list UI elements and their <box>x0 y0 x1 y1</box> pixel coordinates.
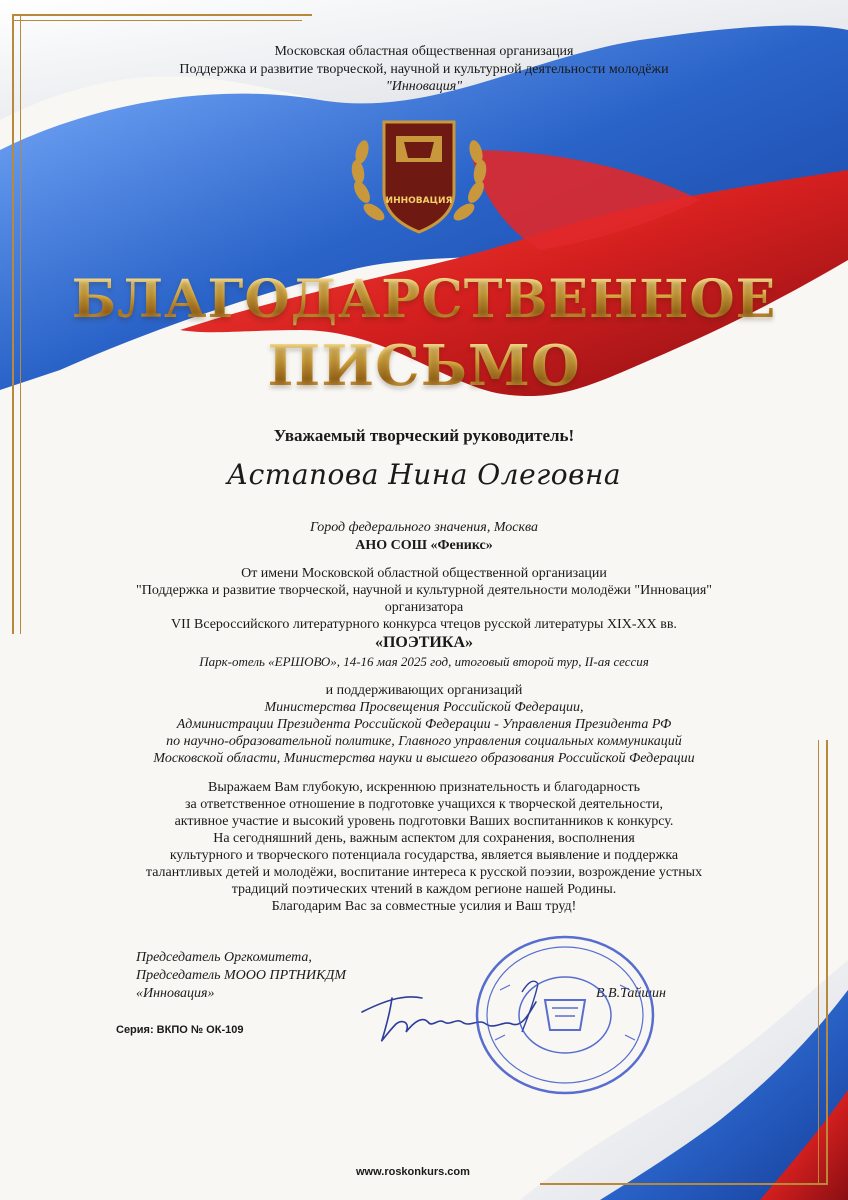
emblem-label: ИННОВАЦИЯ <box>385 196 453 206</box>
recipient-name: Астапова Нина Олеговна <box>226 458 622 491</box>
frame-line-top-inner <box>12 20 302 21</box>
body-line: культурного и творческого потенциала государства, является выявление и поддержка <box>169 848 679 863</box>
organizer-line-3: организатора <box>384 600 464 615</box>
supporter-line: Администрации Президента Российской Федерации - Управления Президента РФ <box>176 717 672 732</box>
supporter-line: по научно-образовательной политике, Главного управления социальных коммуникаций <box>166 734 682 749</box>
body-line: за ответственное отношение в подготовке учащихся к творческой деятельности, <box>185 797 663 812</box>
signatory-name: В.В.Тайшин <box>596 986 666 1001</box>
contest-venue: Парк-отель «ЕРШОВО», 14-16 мая 2025 год, итоговый второй тур, II-ая сессия <box>199 654 649 669</box>
body-line: На сегодняшний день, важным аспектом для сохранения, восполнения <box>213 831 635 846</box>
frame-line-top <box>12 14 312 16</box>
series-number: Серия: ВКПО № ОК-109 <box>116 1024 244 1036</box>
contest-name: «ПОЭТИКА» <box>374 634 473 651</box>
body-line: Выражаем Вам глубокую, искреннюю признательность и благодарность <box>208 780 640 795</box>
signatory-line-3: «Инновация» <box>136 986 215 1001</box>
organizer-line-2: "Поддержка и развитие творческой, научной и культурной деятельности молодёжи "Инновация" <box>136 583 712 598</box>
title-line-2: ПИСЬМО <box>0 334 848 398</box>
frame-line-bottom <box>540 1183 828 1185</box>
body-line: активное участие и высокий уровень подготовки Ваших воспитанников к конкурсу. <box>174 814 674 829</box>
body-line: традиций поэтических чтений в каждом регионе нашей Родины. <box>231 882 617 897</box>
greeting: Уважаемый творческий руководитель! <box>273 426 575 445</box>
signatory-line-1: Председатель Оргкомитета, <box>136 950 312 965</box>
header-line-2: Поддержка и развитие творческой, научной и культурной деятельности молодёжи <box>179 62 669 77</box>
supporter-line: Московской области, Министерства науки и высшего образования Российской Федерации <box>153 751 695 766</box>
signatory-line-2: Председатель МООО ПРТНИКДМ <box>136 968 347 983</box>
organization-emblem <box>344 112 494 242</box>
supporter-line: Министерства Просвещения Российской Федерации, <box>264 700 584 715</box>
footer-url[interactable]: www.roskonkurs.com <box>356 1166 470 1178</box>
body-line: талантливых детей и молодёжи, воспитание интереса к русской поэзии, возрождение устных <box>145 865 703 880</box>
header-line-1: Московская областная общественная организация <box>274 44 574 59</box>
recipient-school: АНО СОШ «Феникс» <box>355 538 493 553</box>
official-stamp-icon <box>470 930 660 1100</box>
supporters-heading: и поддерживающих организаций <box>325 683 523 698</box>
organizer-line-4: VII Всероссийского литературного конкурса чтецов русской литературы XIX-XX вв. <box>171 617 677 632</box>
title-line-1: БЛАГОДАРСТВЕННОЕ <box>0 270 848 330</box>
organizer-line-1: От имени Московской областной общественной организации <box>241 566 607 581</box>
recipient-city: Город федерального значения, Москва <box>309 520 539 535</box>
header-line-3: "Инновация" <box>385 79 463 94</box>
laurel-wreath-icon <box>344 112 494 242</box>
body-line: Благодарим Вас за совместные усилия и Ваш труд! <box>271 899 577 914</box>
